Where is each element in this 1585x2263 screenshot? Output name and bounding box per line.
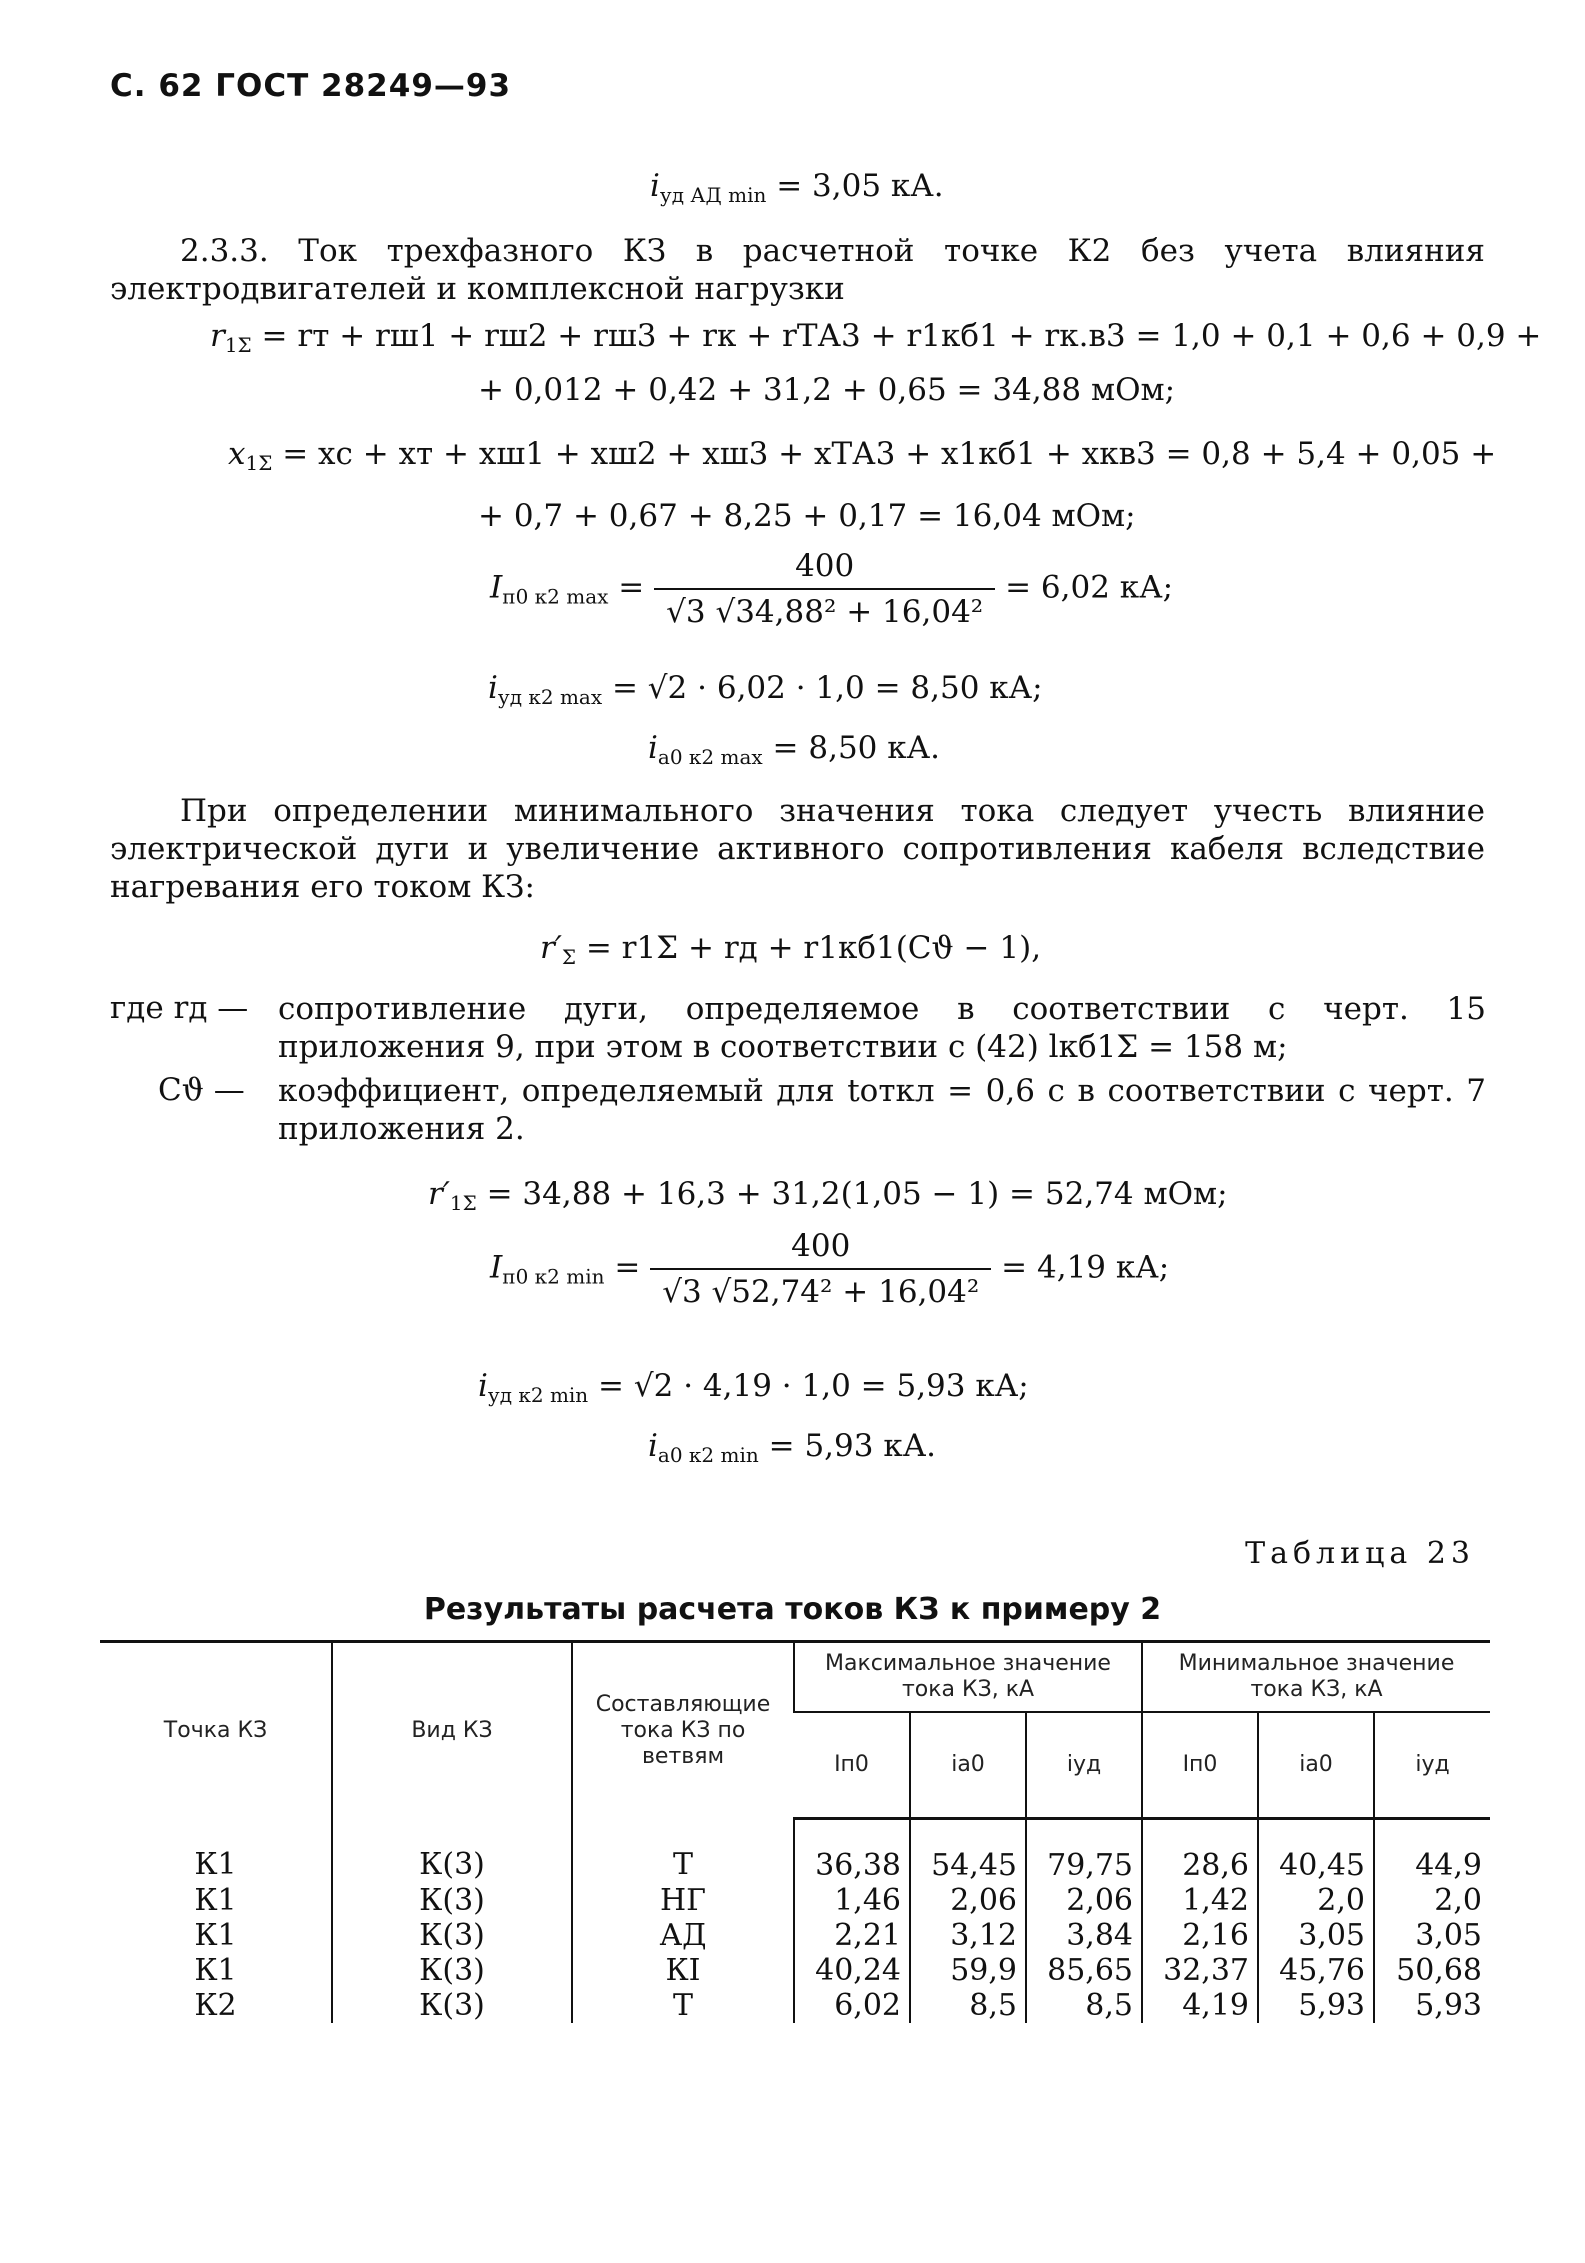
cell-max-iud: 2,06 (1026, 1883, 1142, 1918)
eq-subscript: п0 к2 min (502, 1264, 605, 1289)
cell-max-ia0: 2,06 (910, 1883, 1026, 1918)
eq-symbol: i (648, 1428, 658, 1464)
cell-max-ip0: 1,46 (794, 1883, 910, 1918)
eq-symbol: i (478, 1368, 488, 1404)
cell-kind: К(3) (332, 1883, 572, 1918)
table-body (100, 1819, 1490, 2024)
where-term-c-theta: Cϑ — (158, 1072, 245, 1108)
eq-symbol: i (648, 730, 658, 766)
equation-ip0-k2-min: $I_{п0 к2 min}$ = $\frac{400}{\text{√3 √52,74² + 16,04²}}$ = 4,19 кА; (490, 1228, 1170, 1310)
header-min-ia0: iа0 (1258, 1712, 1374, 1819)
header-min-group: Минимальное значение тока КЗ, кА (1142, 1642, 1490, 1713)
eq-symbol: x (228, 436, 246, 472)
equation-iud-k2-min (478, 1368, 1029, 1407)
eq-value: = 6,02 кА; (995, 569, 1174, 606)
eq-subscript: уд АД min (659, 183, 767, 207)
eq-expression: = √2 · 4,19 · 1,0 = 5,93 кА; (588, 1368, 1029, 1404)
eq-expression: = √2 · 6,02 · 1,0 = 8,50 кА; (602, 670, 1043, 706)
equation-iud-k2-max (488, 670, 1043, 709)
cell-min-ip0: 2,16 (1142, 1918, 1258, 1953)
equation-ia0-k2-max (648, 730, 940, 769)
equation-iud-ad-min (650, 168, 944, 207)
cell-min-ip0: 28,6 (1142, 1819, 1258, 1884)
equation-ia0-k2-min (648, 1428, 936, 1467)
cell-min-ip0: 1,42 (1142, 1883, 1258, 1918)
cell-component: КI (572, 1953, 794, 1988)
cell-max-ia0: 59,9 (910, 1953, 1026, 1988)
cell-kind: К(3) (332, 1918, 572, 1953)
equation-r1-prime-sum (428, 1176, 1228, 1215)
fraction-denominator: √3 √34,88² + 16,04² (666, 594, 984, 630)
eq-symbol: I (490, 1249, 503, 1286)
eq-expression: = xс + xт + xш1 + xш2 + xш3 + xТА3 + x1кб1 + xкв3 = 0,8 + 5,4 + 0,05 + (272, 436, 1497, 472)
cell-min-ia0: 3,05 (1258, 1918, 1374, 1953)
where-term-rd: где rд — (110, 990, 249, 1026)
table-title: Результаты расчета токов КЗ к примеру 2 (423, 1592, 1162, 1627)
eq-value: = 4,19 кА; (991, 1249, 1170, 1286)
cell-component: НГ (572, 1883, 794, 1918)
cell-min-iud: 2,0 (1374, 1883, 1490, 1918)
table-header-row (100, 1642, 1490, 1713)
fraction-numerator: 400 (654, 548, 995, 590)
eq-symbol: i (650, 168, 660, 204)
cell-max-ip0: 36,38 (794, 1819, 910, 1884)
cell-max-ia0: 8,5 (910, 1988, 1026, 2023)
eq-subscript: а0 к2 max (657, 745, 763, 769)
page-header: С. 62 ГОСТ 28249—93 (110, 68, 512, 104)
cell-kind: К(3) (332, 1988, 572, 2023)
cell-min-iud: 5,93 (1374, 1988, 1490, 2023)
section-2-3-3-text: 2.3.3. Ток трехфазного КЗ в расчетной точке К2 без учета влияния электродвигателей и комплексной нагрузки (110, 233, 1485, 307)
cell-min-ia0: 45,76 (1258, 1953, 1374, 1988)
cell-max-ia0: 3,12 (910, 1918, 1026, 1953)
header-max-group: Максимальное значение тока КЗ, кА (794, 1642, 1142, 1713)
paragraph-minimum-current: При определении минимального значения тока следует учесть влияние электрической дуги и увеличение активного сопротивления кабеля вследствие нагревания его током КЗ: (110, 793, 1485, 905)
eq-value: = 3,05 кА. (766, 168, 944, 204)
equation-r-prime-sum (540, 930, 1041, 969)
cell-component: Т (572, 1988, 794, 2023)
cell-point: К1 (194, 1847, 237, 1883)
cell-min-ip0: 32,37 (1142, 1953, 1258, 1988)
cell-min-ip0: 4,19 (1142, 1988, 1258, 2023)
cell-kind: К(3) (332, 1819, 572, 1884)
cell-min-ia0: 2,0 (1258, 1883, 1374, 1918)
cell-kind: К(3) (332, 1953, 572, 1988)
cell-max-iud: 8,5 (1026, 1988, 1142, 2023)
eq-expression: = 34,88 + 16,3 + 31,2(1,05 − 1) = 52,74 мОм; (476, 1176, 1228, 1212)
eq-subscript: Σ (561, 945, 576, 969)
cell-max-iud: 3,84 (1026, 1918, 1142, 1953)
cell-component: АД (572, 1918, 794, 1953)
header-kind: Вид КЗ (332, 1642, 572, 1819)
eq-value: = 8,50 кА. (762, 730, 940, 766)
header-point: Точка КЗ (100, 1642, 332, 1819)
eq-subscript: п0 к2 max (502, 584, 609, 609)
eq-symbol: r′ (428, 1176, 450, 1212)
fraction-denominator: √3 √52,74² + 16,04² (662, 1274, 980, 1310)
table-row (100, 1883, 1490, 1918)
fraction (650, 1228, 991, 1310)
cell-max-ia0: 54,45 (910, 1819, 1026, 1884)
table-row (100, 1953, 1490, 1988)
cell-point: К1 (194, 1918, 237, 1953)
eq-expression: = r1Σ + rд + r1кб1(Cϑ − 1), (576, 930, 1042, 966)
eq-subscript: а0 к2 min (657, 1443, 759, 1467)
header-max-iud: iуд (1026, 1712, 1142, 1819)
header-max-ip0: Iп0 (794, 1712, 910, 1819)
cell-point: К1 (194, 1883, 237, 1918)
equation-x1-sum-line1 (228, 436, 1496, 475)
cell-component: Т (572, 1819, 794, 1884)
eq-symbol: i (488, 670, 498, 706)
table-row (100, 1918, 1490, 1953)
header-max-ia0: iа0 (910, 1712, 1026, 1819)
cell-min-ia0: 40,45 (1258, 1819, 1374, 1884)
table-row (100, 1988, 1490, 2023)
cell-point: К2 (194, 1988, 237, 2023)
eq-symbol: I (490, 569, 503, 606)
header-min-ip0: Iп0 (1142, 1712, 1258, 1819)
equation-x1-sum-line2: + 0,7 + 0,67 + 8,25 + 0,17 = 16,04 мОм; (478, 498, 1136, 534)
eq-subscript: 1Σ (449, 1191, 477, 1215)
cell-max-ip0: 2,21 (794, 1918, 910, 1953)
cell-point: К1 (194, 1953, 237, 1988)
cell-min-ia0: 5,93 (1258, 1988, 1374, 2023)
results-table (100, 1640, 1490, 2023)
cell-max-iud: 79,75 (1026, 1819, 1142, 1884)
table-number-label: Таблица 23 (1245, 1536, 1475, 1571)
eq-expression: = rт + rш1 + rш2 + rш3 + rк + rТА3 + r1кб1 + rк.в3 = 1,0 + 0,1 + 0,6 + 0,9 + (251, 318, 1542, 354)
cell-max-ip0: 6,02 (794, 1988, 910, 2023)
eq-symbol: r′ (540, 930, 562, 966)
header-components: Составляющие тока КЗ по ветвям (572, 1642, 794, 1819)
cell-min-iud: 50,68 (1374, 1953, 1490, 1988)
equation-r1-sum-line2: + 0,012 + 0,42 + 31,2 + 0,65 = 34,88 мОм; (478, 372, 1176, 408)
eq-subscript: 1Σ (245, 451, 273, 475)
where-definition-c-theta: коэффициент, определяемый для tоткл = 0,6 с в соответствии с черт. 7 приложения 2. (278, 1073, 1486, 1147)
eq-symbol: r (210, 318, 225, 354)
eq-subscript: уд к2 min (487, 1383, 589, 1407)
equation-r1-sum-line1 (210, 318, 1541, 357)
equation-ip0-k2-max: $I_{п0 к2 max}$ = $\frac{400}{\text{√3 √34,88² + 16,04²}}$ = 6,02 кА; (490, 548, 1174, 630)
eq-subscript: уд к2 max (497, 685, 603, 709)
where-definition-rd: сопротивление дуги, определяемое в соответствии с черт. 15 приложения 9, при этом в соответствии с (42) lкб1Σ = 158 м; (278, 991, 1486, 1065)
fraction (654, 548, 995, 630)
eq-subscript: 1Σ (224, 333, 252, 357)
cell-min-iud: 3,05 (1374, 1918, 1490, 1953)
cell-max-ip0: 40,24 (794, 1953, 910, 1988)
table-row (100, 1819, 1490, 1884)
cell-max-iud: 85,65 (1026, 1953, 1142, 1988)
header-min-iud: iуд (1374, 1712, 1490, 1819)
fraction-numerator: 400 (650, 1228, 991, 1270)
cell-min-iud: 44,9 (1374, 1819, 1490, 1884)
eq-value: = 5,93 кА. (758, 1428, 937, 1464)
